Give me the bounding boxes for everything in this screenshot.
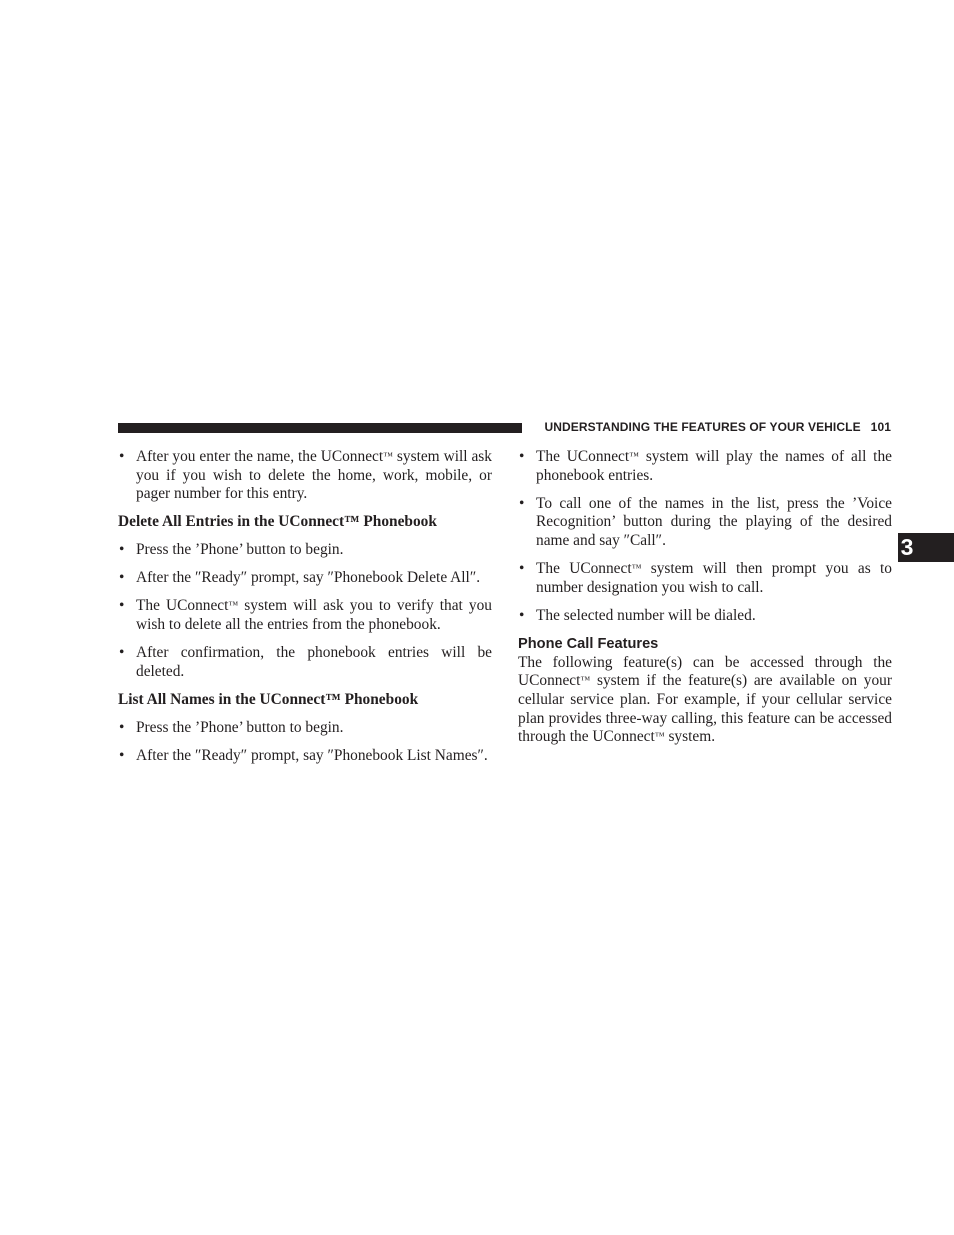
bullet-item: • To call one of the names in the list, press the ’Voice Recognition’ button during the playing of the desired name and say ″Call″. — [519, 494, 892, 550]
bullet-item: • Press the ’Phone’ button to begin. — [119, 541, 344, 559]
bullet-item: • The selected number will be dialed. — [519, 606, 756, 624]
bullet-icon: • — [519, 560, 525, 578]
section-heading-delete-all: Delete All Entries in the UConnect™ Phonebook — [118, 513, 437, 531]
left-column — [118, 448, 492, 775]
bullet-item: • After the ″Ready″ prompt, say ″Phonebook Delete All″. — [119, 569, 481, 587]
bullet-item: • The UConnect™ system will play the names of all the phonebook entries. — [519, 448, 892, 484]
bullet-item: • After you enter the name, the UConnect™ system will ask you if you wish to delete the home, work, mobile, or pager number for this entry. — [119, 448, 492, 503]
bullet-item: • Press the ’Phone’ button to begin. — [119, 718, 344, 736]
section-heading-phone-call-features: Phone Call Features — [518, 635, 659, 652]
header-title: UNDERSTANDING THE FEATURES OF YOUR VEHICLE — [544, 420, 861, 434]
bullet-icon: • — [119, 448, 125, 465]
bullet-icon: • — [119, 597, 125, 615]
bullet-item: • After the ″Ready″ prompt, say ″Phonebook List Names″. — [119, 746, 488, 764]
page-number: 101 — [870, 420, 891, 434]
bullet-icon: • — [119, 541, 125, 559]
bullet-icon: • — [119, 644, 125, 662]
running-header — [531, 420, 891, 434]
bullet-icon: • — [519, 494, 525, 512]
bullet-icon: • — [119, 746, 125, 764]
body-paragraph: The following feature(s) can be accessed through the UConnect™ system if the feature(s) are available on your cellular service plan. For example, if your cellular service plan provides three-way calling, this feature can be accessed through the UConnect™ system. — [518, 653, 892, 746]
chapter-tab — [898, 533, 954, 562]
chapter-number: 3 — [900, 534, 914, 560]
bullet-icon: • — [519, 448, 525, 465]
bullet-icon: • — [119, 569, 125, 587]
bullet-icon: • — [519, 606, 525, 624]
section-heading-list-all: List All Names in the UConnect™ Phonebook — [118, 690, 419, 708]
bullet-item: • The UConnect™ system will ask you to verify that you wish to delete all the entries from the phonebook. — [119, 597, 492, 634]
header-rule — [118, 423, 522, 433]
bullet-item: • After confirmation, the phonebook entries will be deleted. — [119, 644, 492, 680]
right-column — [518, 448, 892, 747]
bullet-item: • The UConnect™ system will then prompt you as to number designation you wish to call. — [519, 560, 892, 596]
bullet-icon: • — [119, 718, 125, 736]
